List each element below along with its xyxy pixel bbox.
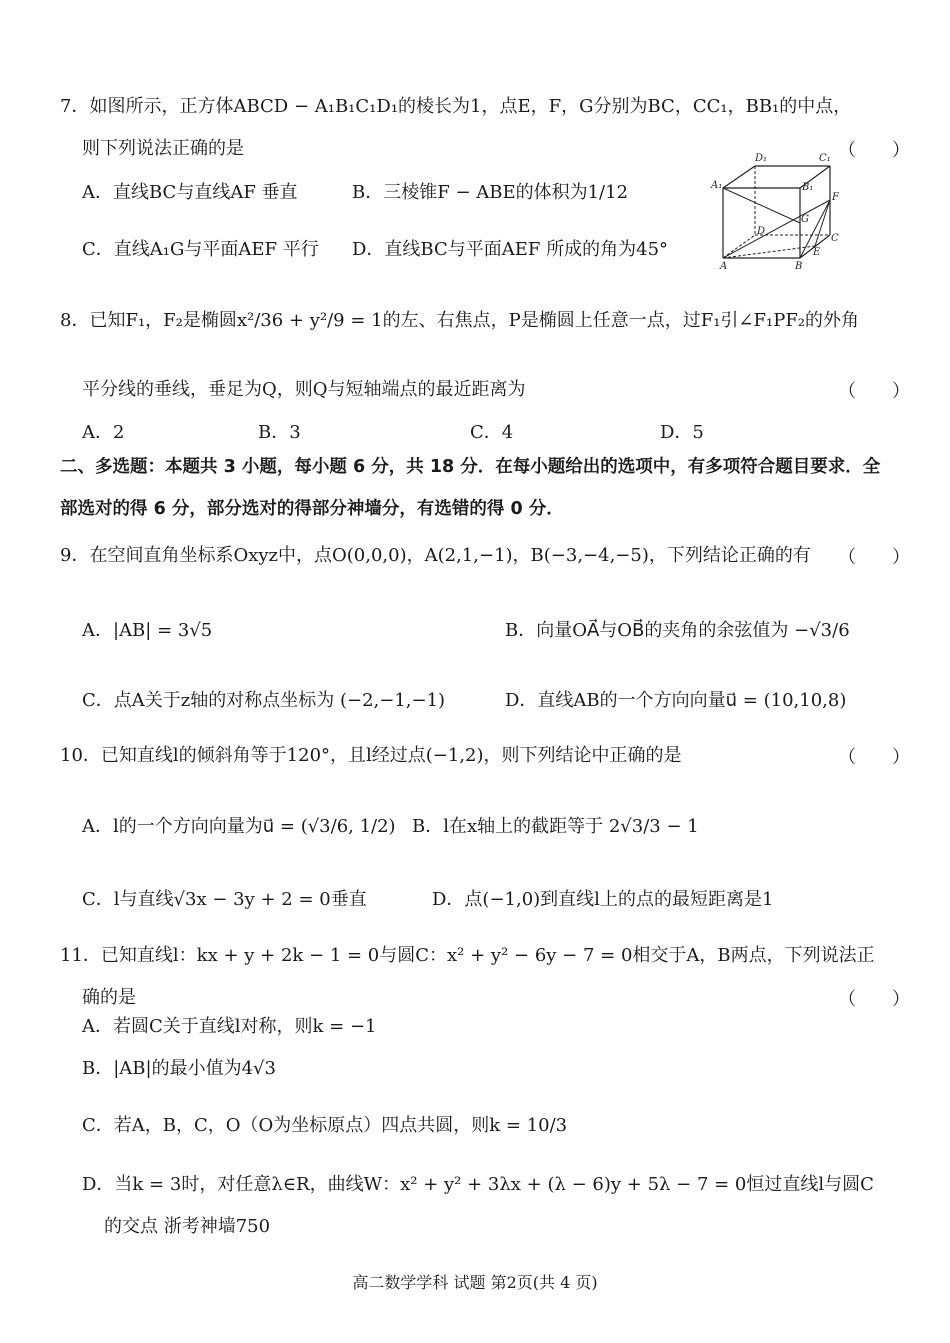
q10-option-d: D．点(−1,0)到直线l上的点的最短距离是1 — [432, 889, 774, 910]
label-a1: A₁ — [711, 180, 723, 191]
q9-option-d: D．直线AB的一个方向向量u⃗ = (10,10,8) — [505, 690, 847, 711]
label-e: E — [813, 247, 821, 258]
q8-option-c: C．4 — [470, 422, 514, 443]
q9-option-b: B．向量OA⃗与OB⃗的夹角的余弦值为 −√3/6 — [505, 620, 850, 641]
q8-stem-line2: 平分线的垂线，垂足为Q，则Q与短轴端点的最近距离为 — [82, 379, 526, 400]
section2-heading-line2: 部选对的得 6 分，部分选对的得部分神墙分，有选错的得 0 分． — [60, 499, 564, 519]
q8-option-a: A．2 — [82, 422, 125, 443]
q11-option-a: A．若圆C关于直线l对称，则k = −1 — [82, 1016, 377, 1037]
q7-option-a: A．直线BC与直线AF 垂直 — [82, 182, 298, 203]
label-a: A — [720, 261, 728, 272]
label-b: B — [795, 261, 803, 272]
q9-option-c: C．点A关于z轴的对称点坐标为 (−2,−1,−1) — [82, 690, 446, 711]
q7-stem: 7．如图所示，正方体ABCD − A₁B₁C₁D₁的棱长为1，点E，F，G分别为BC，CC₁，BB₁的中点， — [60, 96, 852, 117]
q9-option-a: A．|AB| = 3√5 — [82, 620, 213, 641]
q10-option-c: C．l与直线√3x − 3y + 2 = 0垂直 — [82, 889, 367, 910]
q10-answer-paren: （ ） — [838, 747, 910, 768]
label-g: G — [801, 214, 809, 225]
q7-answer-paren: （ ） — [838, 140, 910, 161]
label-c1: C₁ — [819, 153, 831, 164]
q8-option-b: B．3 — [258, 422, 301, 443]
q11-stem: 11．已知直线l：kx + y + 2k − 1 = 0与圆C：x² + y² − 6y − 7 = 0相交于A，B两点，下列说法正 — [60, 945, 875, 966]
q11-answer-paren: （ ） — [838, 989, 910, 1010]
q10-option-b: B．l在x轴上的截距等于 2√3/3 − 1 — [412, 816, 699, 837]
q7-stem-line2: 则下列说法正确的是 — [82, 138, 244, 159]
q7-option-c: C．直线A₁G与平面AEF 平行 — [82, 239, 319, 260]
q11-stem-line2: 确的是 — [82, 987, 136, 1008]
q10-option-a: A．l的一个方向向量为u⃗ = (√3/6, 1/2) — [82, 816, 396, 837]
q11-option-c: C．若A，B，C，O（O为坐标原点）四点共圆，则k = 10/3 — [82, 1115, 568, 1136]
q8-answer-paren: （ ） — [838, 381, 910, 402]
section2-heading: 二、多选题：本题共 3 小题，每小题 6 分，共 18 分．在每小题给出的选项中，有多项符合题目要求．全 — [60, 457, 881, 477]
q11-option-d: D．当k = 3时，对任意λ∈R，曲线W：x² + y² + 3λx + (λ − 6)y + 5λ − 7 = 0恒过直线l与圆C — [82, 1174, 874, 1195]
page-footer: 高二数学学科 试题 第2页(共 4 页) — [352, 1273, 598, 1292]
q7-option-d: D．直线BC与平面AEF 所成的角为45° — [352, 239, 669, 260]
q9-stem: 9．在空间直角坐标系Oxyz中，点O(0,0,0)，A(2,1,−1)，B(−3,−4,−5)，下列结论正确的有 — [60, 545, 811, 566]
label-d1: D₁ — [755, 153, 768, 164]
q7-option-b: B．三棱锥F − ABE的体积为1/12 — [352, 182, 629, 203]
q9-answer-paren: （ ） — [838, 547, 910, 568]
q8-option-d: D．5 — [660, 422, 704, 443]
label-b1: B₁ — [802, 182, 814, 193]
cube-figure — [705, 148, 845, 273]
q11-option-d-line2: 的交点 浙考神墙750 — [104, 1216, 271, 1237]
label-f: F — [832, 192, 839, 203]
cube-edge-a1d1 — [723, 166, 755, 188]
q10-stem: 10．已知直线l的倾斜角等于120°，且l经过点(−1,2)，则下列结论中正确的是 — [60, 745, 682, 766]
label-d: D — [757, 226, 766, 237]
line-a1g — [723, 188, 800, 223]
q8-stem: 8．已知F₁，F₂是椭圆x²/36 + y²/9 = 1的左、右焦点，P是椭圆上任意一点，过F₁引∠F₁PF₂的外角 — [60, 310, 860, 331]
label-c: C — [831, 233, 839, 244]
q11-option-b: B．|AB|的最小值为4√3 — [82, 1058, 276, 1079]
